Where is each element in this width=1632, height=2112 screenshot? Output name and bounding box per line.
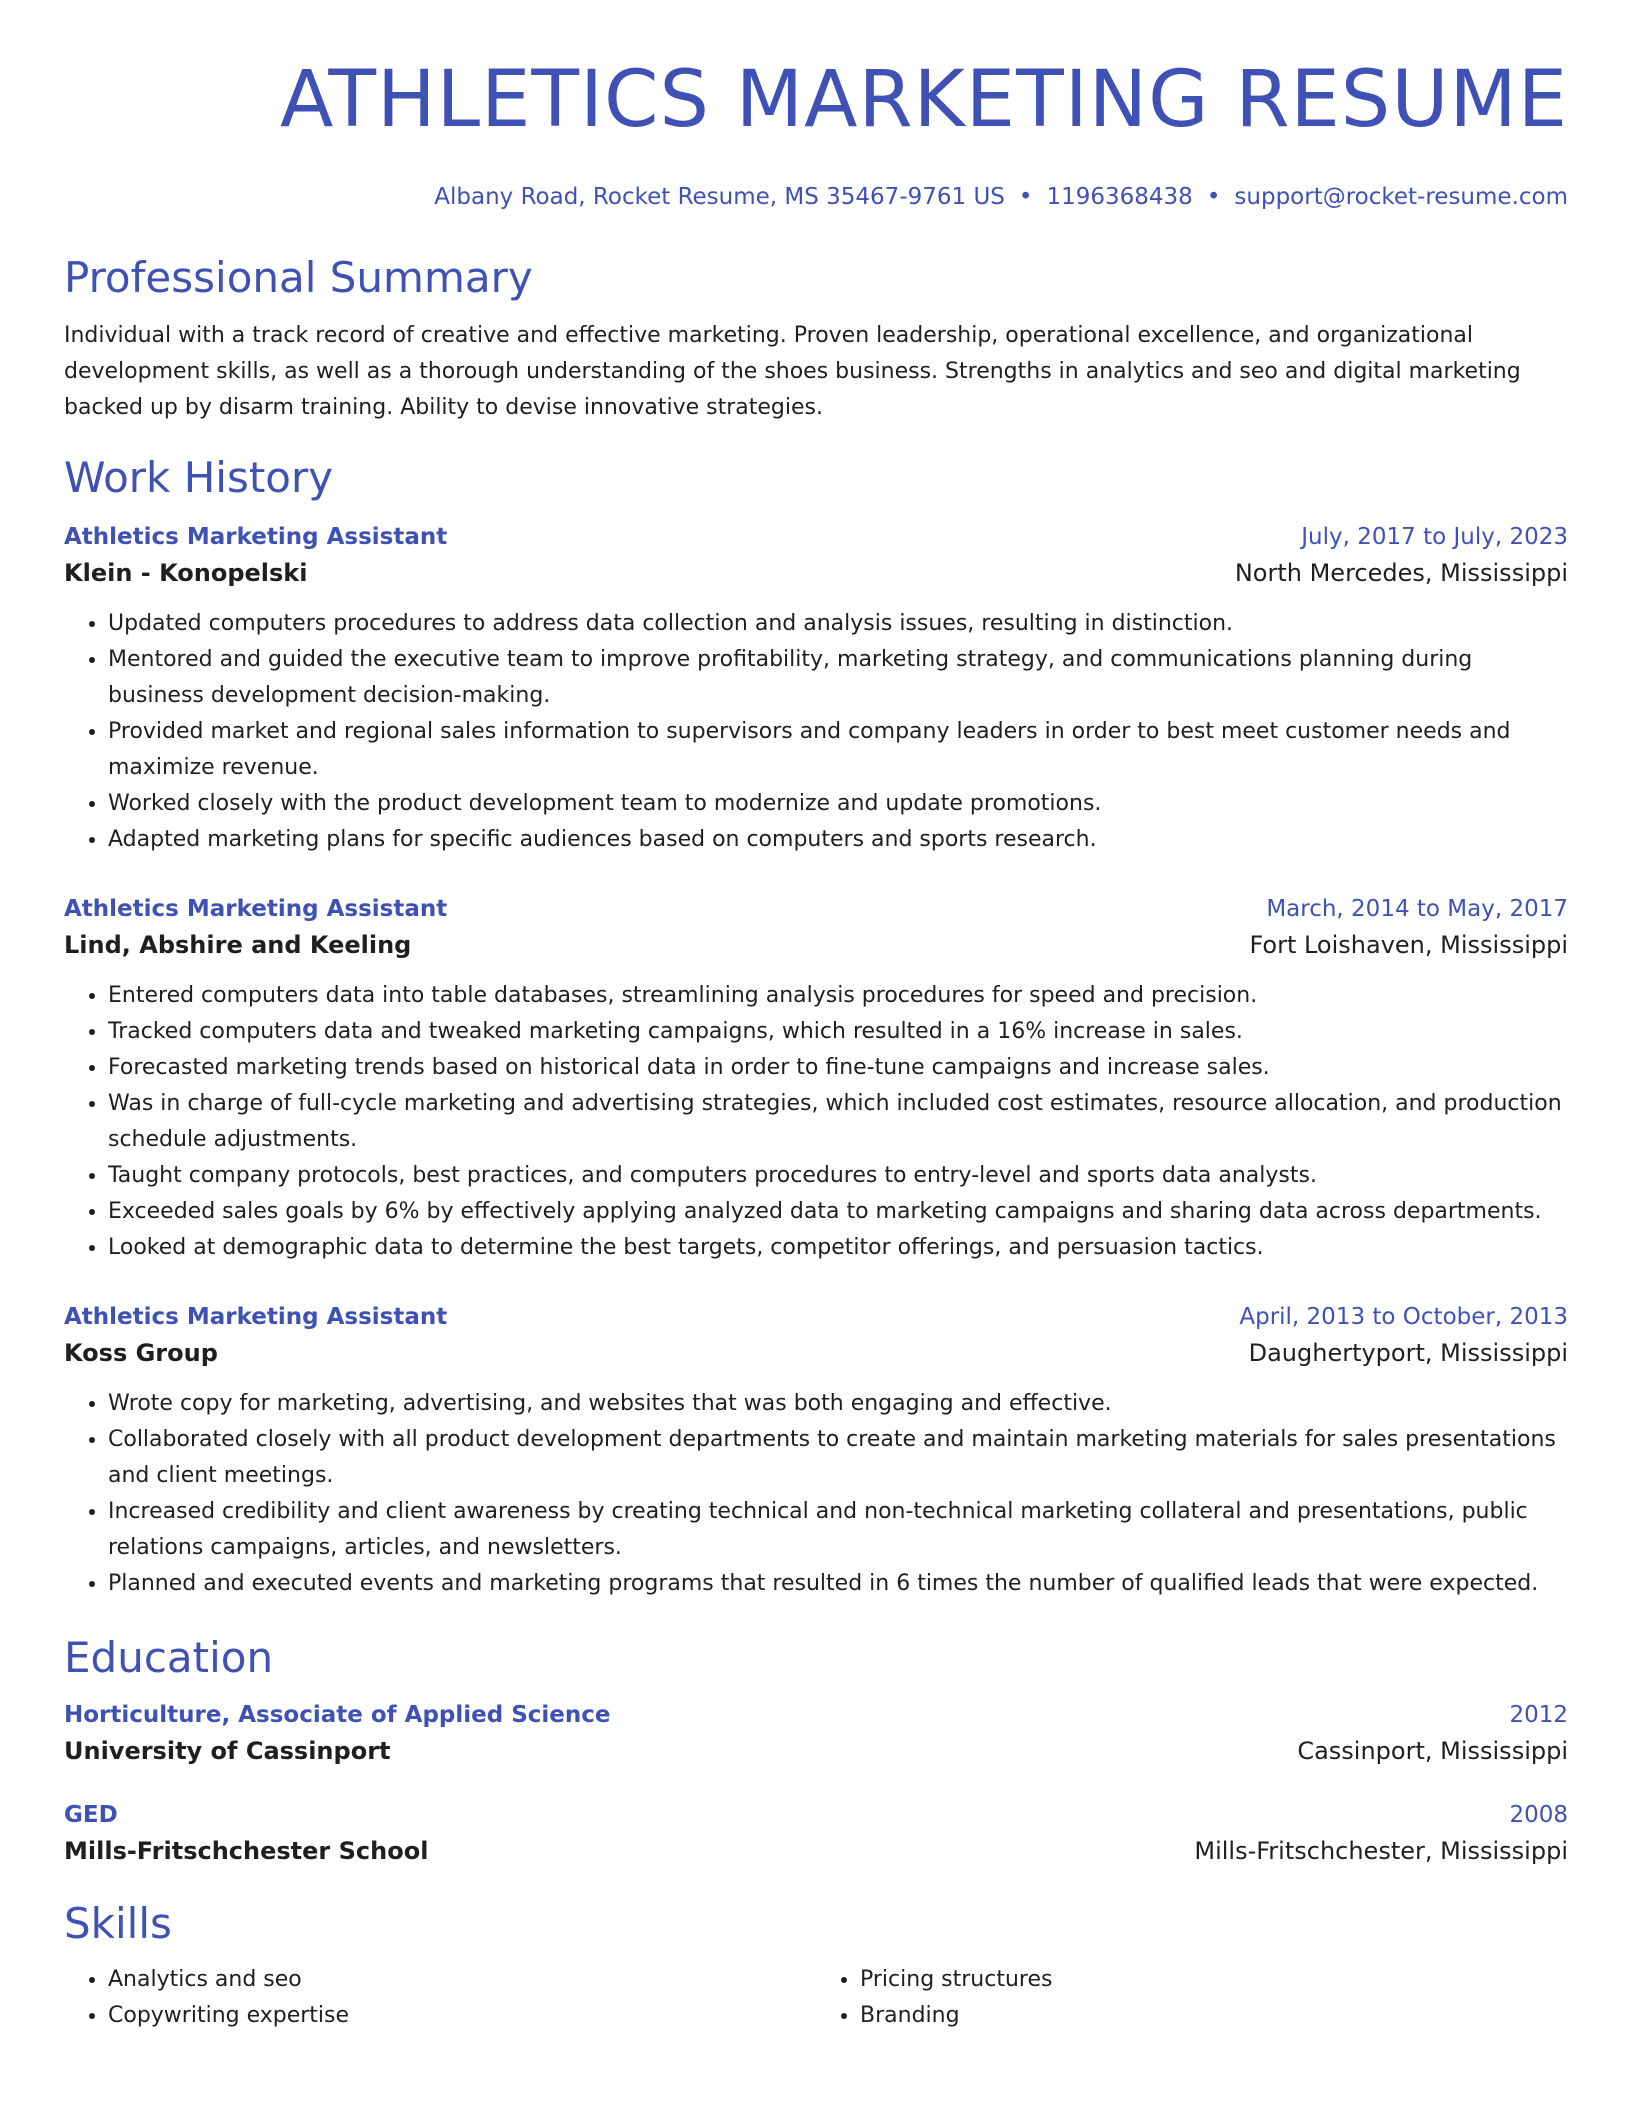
education-school: University of Cassinport (64, 1737, 391, 1765)
job-bullet: • Mentored and guided the executive team to improve profitability, marketing strategy, and communications planning during business development decision-making. (108, 642, 1568, 714)
job-company: Koss Group (64, 1339, 218, 1367)
job-bullet: • Updated computers procedures to address data collection and analysis issues, resulting in distinction. (108, 606, 1568, 642)
job-location: North Mercedes, Mississippi (1234, 559, 1568, 587)
job-role: Athletics Marketing Assistant (64, 896, 448, 922)
skill-item: • Analytics and seo (108, 1962, 816, 1998)
job-location: Fort Loishaven, Mississippi (1249, 931, 1568, 959)
skill-item: • Pricing structures (860, 1962, 1568, 1998)
job-dates: April, 2013 to October, 2013 (1239, 1304, 1568, 1330)
resume-header (64, 0, 1568, 212)
contact-separator: • (1206, 184, 1221, 210)
education-location: Mills-Fritschchester, Mississippi (1194, 1837, 1568, 1865)
job-company: Lind, Abshire and Keeling (64, 931, 412, 959)
education-degree: Horticulture, Associate of Applied Science (64, 1702, 611, 1728)
job-bullet: • Worked closely with the product development team to modernize and update promotions. (108, 786, 1568, 822)
job-bullet: • Planned and executed events and marketing programs that resulted in 6 times the number of qualified leads that were expected. (108, 1566, 1568, 1602)
job-role: Athletics Marketing Assistant (64, 524, 448, 550)
job-bullet: • Increased credibility and client awareness by creating technical and non-technical marketing collateral and presentations, public relations campaigns, articles, and newsletters. (108, 1494, 1568, 1566)
job-dates: March, 2014 to May, 2017 (1266, 896, 1568, 922)
education-year: 2012 (1509, 1702, 1568, 1728)
skill-item: • Copywriting expertise (108, 1998, 816, 2034)
contact-separator: • (1018, 184, 1033, 210)
job-bullet: • Forecasted marketing trends based on historical data in order to fine-tune campaigns and increase sales. (108, 1050, 1568, 1086)
education-heading: Education (64, 1633, 274, 1682)
contact-email: support@rocket-resume.com (1234, 184, 1568, 210)
job-bullet: • Looked at demographic data to determine the best targets, competitor offerings, and persuasion tactics. (108, 1230, 1568, 1266)
job-location: Daughertyport, Mississippi (1248, 1339, 1568, 1367)
skills-column-right (816, 1962, 1568, 2034)
job-bullets (64, 606, 1568, 858)
summary-heading: Professional Summary (64, 253, 533, 302)
education-entry (64, 1698, 1568, 1770)
job-bullet: • Wrote copy for marketing, advertising, and websites that was both engaging and effective. (108, 1386, 1568, 1422)
contact-phone: 1196368438 (1046, 184, 1193, 210)
education-entry (64, 1798, 1568, 1870)
resume-title: ATHLETICS MARKETING RESUME (280, 55, 1568, 145)
education-school: Mills-Fritschchester School (64, 1837, 429, 1865)
job-entry (64, 520, 1568, 858)
job-bullets (64, 978, 1568, 1266)
contact-line (64, 182, 1568, 212)
education-degree: GED (64, 1802, 118, 1828)
job-dates: July, 2017 to July, 2023 (1301, 524, 1568, 550)
contact-address: Albany Road, Rocket Resume, MS 35467-9761 US (434, 184, 1005, 210)
job-bullet: • Was in charge of full-cycle marketing and advertising strategies, which included cost estimates, resource allocation, and production schedule adjustments. (108, 1086, 1568, 1158)
job-bullet: • Provided market and regional sales information to supervisors and company leaders in order to best meet customer needs and maximize revenue. (108, 714, 1568, 786)
skill-item: • Branding (860, 1998, 1568, 2034)
job-bullet: • Entered computers data into table databases, streamlining analysis procedures for speed and precision. (108, 978, 1568, 1014)
summary-text: Individual with a track record of creative and effective marketing. Proven leadership, operational excellence, and organizational development skills, as well as a thorough understanding of the shoes business. Strengths in analytics and seo and digital marketing backed up by disarm training. Ability to devise innovative strategies. (64, 323, 1521, 420)
job-company: Klein - Konopelski (64, 559, 308, 587)
job-entry (64, 1300, 1568, 1602)
job-bullet: • Tracked computers data and tweaked marketing campaigns, which resulted in a 16% increase in sales. (108, 1014, 1568, 1050)
skills-list (64, 1962, 1568, 2034)
skills-column-left (64, 1962, 816, 2034)
job-bullets (64, 1386, 1568, 1602)
skills-heading: Skills (64, 1899, 172, 1948)
job-bullet: • Exceeded sales goals by 6% by effectively applying analyzed data to marketing campaigns and sharing data across departments. (108, 1194, 1568, 1230)
job-bullet: • Taught company protocols, best practices, and computers procedures to entry-level and sports data analysts. (108, 1158, 1568, 1194)
work-history-heading: Work History (64, 453, 334, 502)
education-year: 2008 (1509, 1802, 1568, 1828)
job-bullet: • Adapted marketing plans for specific audiences based on computers and sports research. (108, 822, 1568, 858)
job-bullet: • Collaborated closely with all product development departments to create and maintain marketing materials for sales presentations and client meetings. (108, 1422, 1568, 1494)
job-entry (64, 892, 1568, 1266)
education-location: Cassinport, Mississippi (1297, 1737, 1568, 1765)
job-role: Athletics Marketing Assistant (64, 1304, 448, 1330)
